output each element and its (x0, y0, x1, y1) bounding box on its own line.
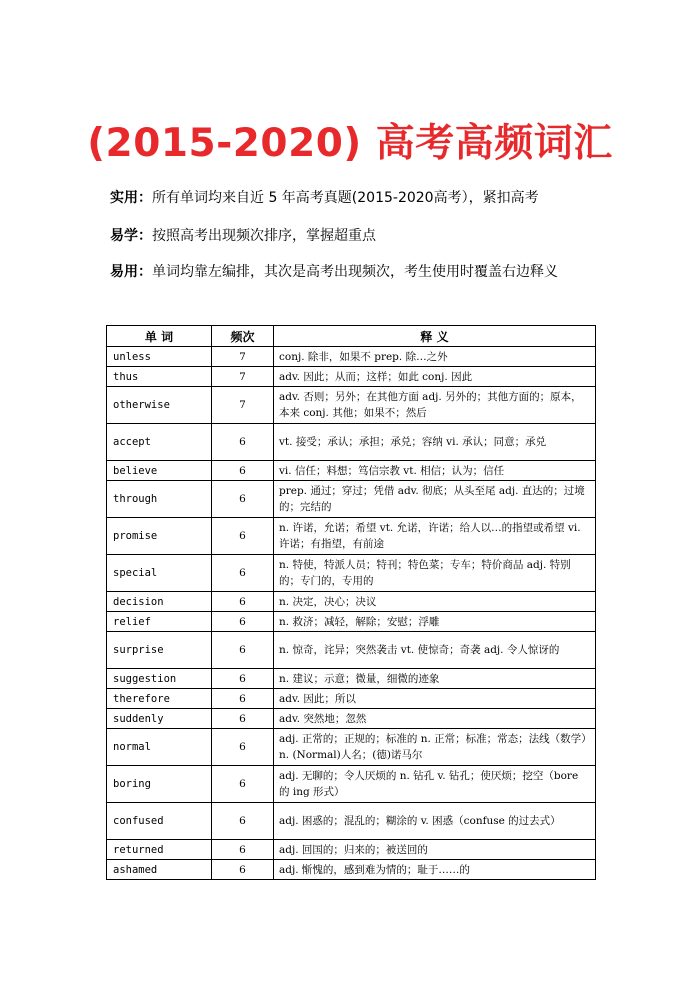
definition-cell: n. 许诺，允诺；希望 vt. 允诺，许诺；给人以…的指望或希望 vi. 许诺；有指望，有前途 (274, 518, 596, 555)
frequency-cell: 6 (212, 709, 274, 729)
frequency-cell: 6 (212, 461, 274, 481)
frequency-cell: 6 (212, 481, 274, 518)
definition-cell: vt. 接受；承认；承担；承兑；容纳 vi. 承认；同意；承兑 (274, 424, 596, 461)
definition-cell: adv. 因此；从而；这样；如此 conj. 因此 (274, 367, 596, 387)
table-row (107, 766, 596, 803)
definition-cell: adv. 因此；所以 (274, 689, 596, 709)
frequency-cell: 6 (212, 592, 274, 612)
table-row (107, 669, 596, 689)
definition-cell: vi. 信任；料想；笃信宗教 vt. 相信；认为；信任 (274, 461, 596, 481)
definition-cell: n. 惊奇，诧异；突然袭击 vt. 使惊奇；奇袭 adj. 令人惊讶的 (274, 632, 596, 669)
word-cell: normal (107, 729, 212, 766)
table-row (107, 518, 596, 555)
table-row (107, 461, 596, 481)
word-cell: otherwise (107, 387, 212, 424)
table-row (107, 612, 596, 632)
definition-cell: adj. 回国的；归来的；被送回的 (274, 840, 596, 860)
intro-sep: ： (138, 228, 152, 244)
word-cell: unless (107, 347, 212, 367)
word-cell: through (107, 481, 212, 518)
intro-key: 易用 (110, 264, 138, 280)
table-row (107, 481, 596, 518)
intro-sep: ： (138, 264, 152, 280)
table-row (107, 729, 596, 766)
table-row (107, 367, 596, 387)
definition-cell: n. 决定，决心；决议 (274, 592, 596, 612)
frequency-cell: 6 (212, 424, 274, 461)
intro-key: 实用 (110, 190, 138, 206)
word-cell: therefore (107, 689, 212, 709)
frequency-cell: 6 (212, 689, 274, 709)
table-row (107, 709, 596, 729)
table-row (107, 592, 596, 612)
header-word: 单 词 (107, 326, 212, 347)
word-cell: special (107, 555, 212, 592)
intro-sep: ： (138, 190, 152, 206)
frequency-cell: 6 (212, 612, 274, 632)
frequency-cell: 6 (212, 518, 274, 555)
intro-text: 所有单词均来自近 5 年高考真题(2015-2020高考），紧扣高考 (152, 190, 539, 206)
definition-cell: adj. 正常的；正规的；标准的 n. 正常；标准；常态；法线（数学）n. (Normal)人名；(德)诺马尔 (274, 729, 596, 766)
frequency-cell: 6 (212, 766, 274, 803)
table-row (107, 840, 596, 860)
table-row (107, 632, 596, 669)
vocab-table (106, 325, 596, 880)
word-cell: decision (107, 592, 212, 612)
definition-cell: prep. 通过；穿过；凭借 adv. 彻底；从头至尾 adj. 直达的；过境的；完结的 (274, 481, 596, 518)
word-cell: confused (107, 803, 212, 840)
word-cell: thus (107, 367, 212, 387)
frequency-cell: 7 (212, 367, 274, 387)
definition-cell: conj. 除非，如果不 prep. 除…之外 (274, 347, 596, 367)
definition-cell: adj. 惭愧的，感到难为情的；耻于……的 (274, 860, 596, 880)
definition-cell: n. 特使，特派人员；特刊；特色菜；专车；特价商品 adj. 特别的；专门的，专用的 (274, 555, 596, 592)
frequency-cell: 6 (212, 729, 274, 766)
intro-text: 单词均靠左编排，其次是高考出现频次，考生使用时覆盖右边释义 (152, 264, 558, 280)
definition-cell: adj. 无聊的；令人厌烦的 n. 钻孔 v. 钻孔；使厌烦；挖空（bore 的 ing 形式） (274, 766, 596, 803)
word-cell: returned (107, 840, 212, 860)
table-row (107, 387, 596, 424)
word-cell: boring (107, 766, 212, 803)
definition-cell: n. 建议；示意；微量，细微的迹象 (274, 669, 596, 689)
intro-line-easy-use (110, 262, 558, 282)
frequency-cell: 6 (212, 860, 274, 880)
page-title: (2015-2020) 高考高频词汇 (87, 121, 613, 166)
table-row (107, 803, 596, 840)
intro-line-practical (110, 188, 539, 208)
frequency-cell: 6 (212, 840, 274, 860)
frequency-cell: 7 (212, 387, 274, 424)
frequency-cell: 6 (212, 803, 274, 840)
frequency-cell: 6 (212, 555, 274, 592)
definition-cell: adv. 否则；另外；在其他方面 adj. 另外的；其他方面的；原本，本来 conj. 其他；如果不；然后 (274, 387, 596, 424)
table-row (107, 860, 596, 880)
word-cell: relief (107, 612, 212, 632)
word-cell: accept (107, 424, 212, 461)
header-definition: 释 义 (274, 326, 596, 347)
word-cell: suddenly (107, 709, 212, 729)
intro-text: 按照高考出现频次排序，掌握超重点 (152, 228, 376, 244)
table-row (107, 555, 596, 592)
definition-cell: adv. 突然地；忽然 (274, 709, 596, 729)
word-cell: promise (107, 518, 212, 555)
frequency-cell: 6 (212, 669, 274, 689)
table-row (107, 347, 596, 367)
table-header-row (107, 326, 596, 347)
definition-cell: adj. 困惑的；混乱的；糊涂的 v. 困惑（confuse 的过去式） (274, 803, 596, 840)
header-frequency: 频次 (212, 326, 274, 347)
definition-cell: n. 救济；减轻，解除；安慰；浮雕 (274, 612, 596, 632)
table-row (107, 689, 596, 709)
intro-key: 易学 (110, 228, 138, 244)
word-cell: suggestion (107, 669, 212, 689)
intro-line-easy-learn (110, 226, 376, 246)
frequency-cell: 7 (212, 347, 274, 367)
frequency-cell: 6 (212, 632, 274, 669)
table-row (107, 424, 596, 461)
word-cell: ashamed (107, 860, 212, 880)
word-cell: surprise (107, 632, 212, 669)
word-cell: believe (107, 461, 212, 481)
